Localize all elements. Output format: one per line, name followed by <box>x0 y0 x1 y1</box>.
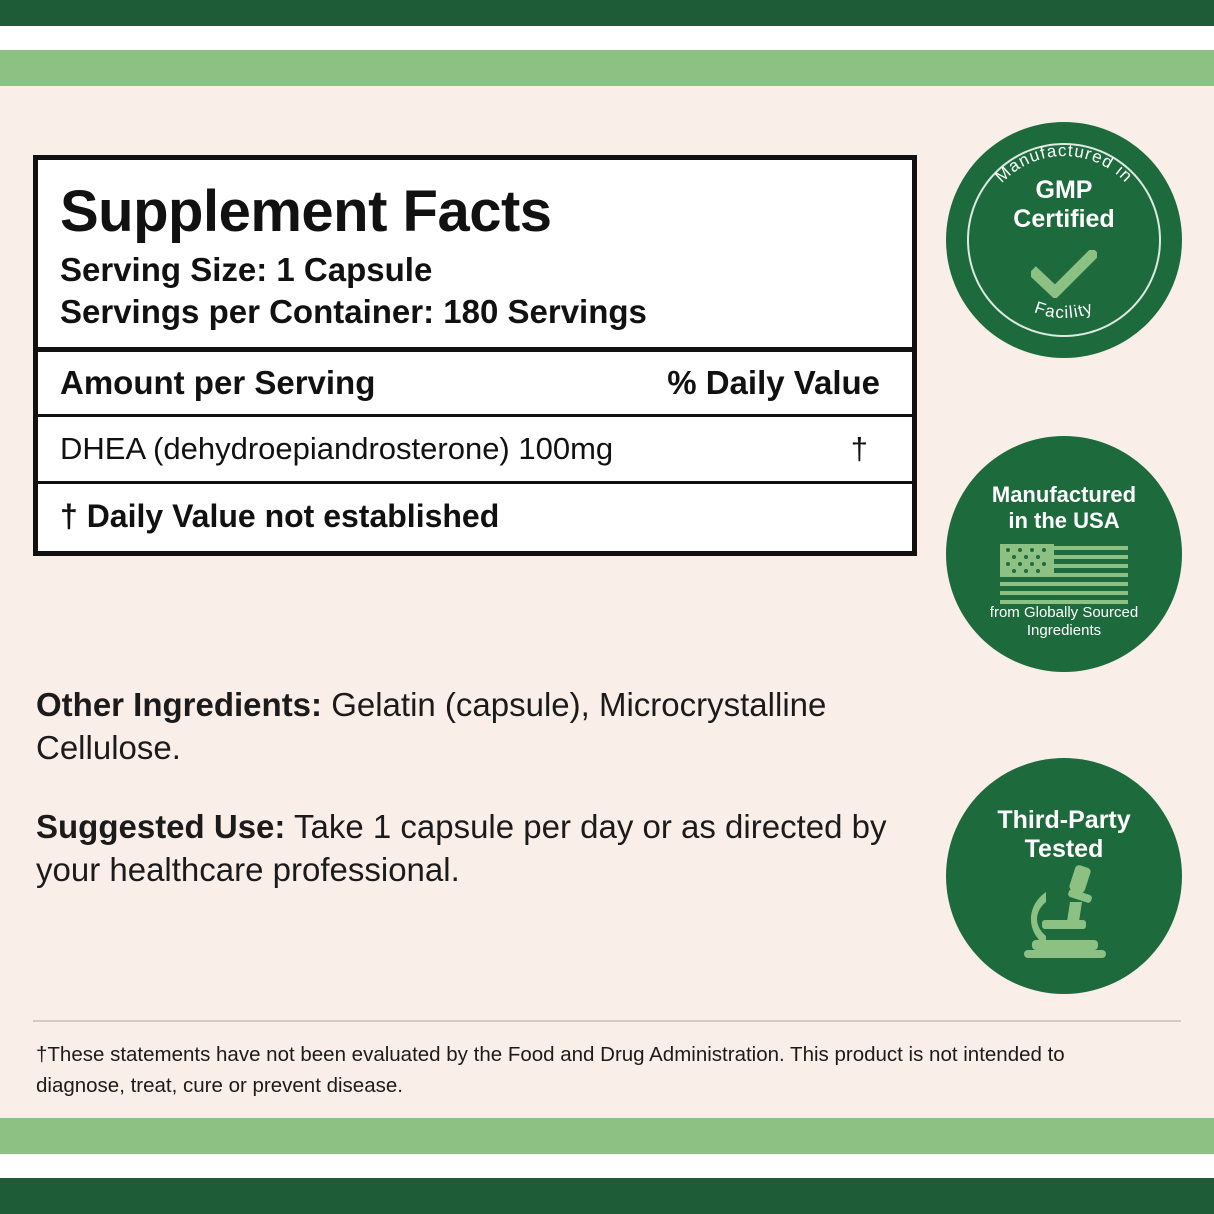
third-party-tested-badge <box>946 758 1182 994</box>
daily-value-footnote: † Daily Value not established <box>60 498 500 535</box>
bottom-white-stripe <box>0 1154 1214 1178</box>
daily-value-header: % Daily Value <box>667 364 880 402</box>
top-white-stripe <box>0 26 1214 50</box>
bottom-dark-stripe <box>0 1178 1214 1214</box>
gmp-line-1: GMP <box>1035 176 1093 204</box>
usa-sub-line-2: Ingredients <box>1026 622 1102 639</box>
top-dark-stripe <box>0 0 1214 26</box>
supplement-facts-title: Supplement Facts <box>60 179 552 244</box>
suggested-use-label: Suggested Use: <box>36 808 286 845</box>
usa-badge-title <box>946 482 1182 534</box>
usa-line-2: in the USA <box>1008 507 1120 533</box>
serving-info <box>38 245 912 347</box>
bottom-light-green-stripe <box>0 1118 1214 1154</box>
table-row <box>38 417 912 481</box>
usa-sub-line-1: from Globally Sourced <box>989 604 1139 621</box>
serving-size: Serving Size: 1 Capsule <box>60 250 433 288</box>
usa-line-1: Manufactured <box>991 482 1137 507</box>
gmp-badge-arcs <box>946 122 1182 358</box>
svg-text:Manufactured in: Manufactured in <box>991 140 1137 187</box>
svg-text:Facility: Facility <box>1032 297 1096 323</box>
ingredient-name: DHEA (dehydroepiandrosterone) 100mg <box>60 431 614 467</box>
top-light-green-stripe <box>0 50 1214 86</box>
other-ingredients-label: Other Ingredients: <box>36 686 323 723</box>
servings-per-container: Servings per Container: 180 Servings <box>60 293 647 331</box>
usa-badge-subtext <box>946 604 1182 640</box>
other-ingredients-block <box>36 684 896 770</box>
fda-disclaimer: †These statements have not been evaluated by the Food and Drug Administration. This product is not intended to diagnose, treat, cure or prevent disease. <box>36 1043 1065 1097</box>
check-icon <box>1031 250 1097 303</box>
suggested-use-block <box>36 806 896 892</box>
gmp-line-2: Certified <box>1013 205 1115 233</box>
disclaimer-divider <box>33 1020 1181 1022</box>
made-in-usa-badge <box>946 436 1182 672</box>
gmp-badge-main-text <box>946 176 1182 234</box>
ingredient-daily-value: † <box>850 431 868 467</box>
suggested-use-text: Take 1 capsule per day or as directed by your healthcare professional. <box>36 808 887 888</box>
tpt-line-1: Third-Party <box>997 806 1131 834</box>
tpt-line-2: Tested <box>1024 835 1104 863</box>
supplement-facts-panel <box>33 155 917 556</box>
column-header-row <box>38 352 912 414</box>
third-party-title <box>946 806 1182 864</box>
amount-per-serving-header: Amount per Serving <box>60 364 376 402</box>
gmp-certified-badge <box>946 122 1182 358</box>
microscope-icon <box>1012 862 1116 963</box>
other-ingredients-text: Gelatin (capsule), Microcrystalline Cellulose. <box>36 686 827 766</box>
